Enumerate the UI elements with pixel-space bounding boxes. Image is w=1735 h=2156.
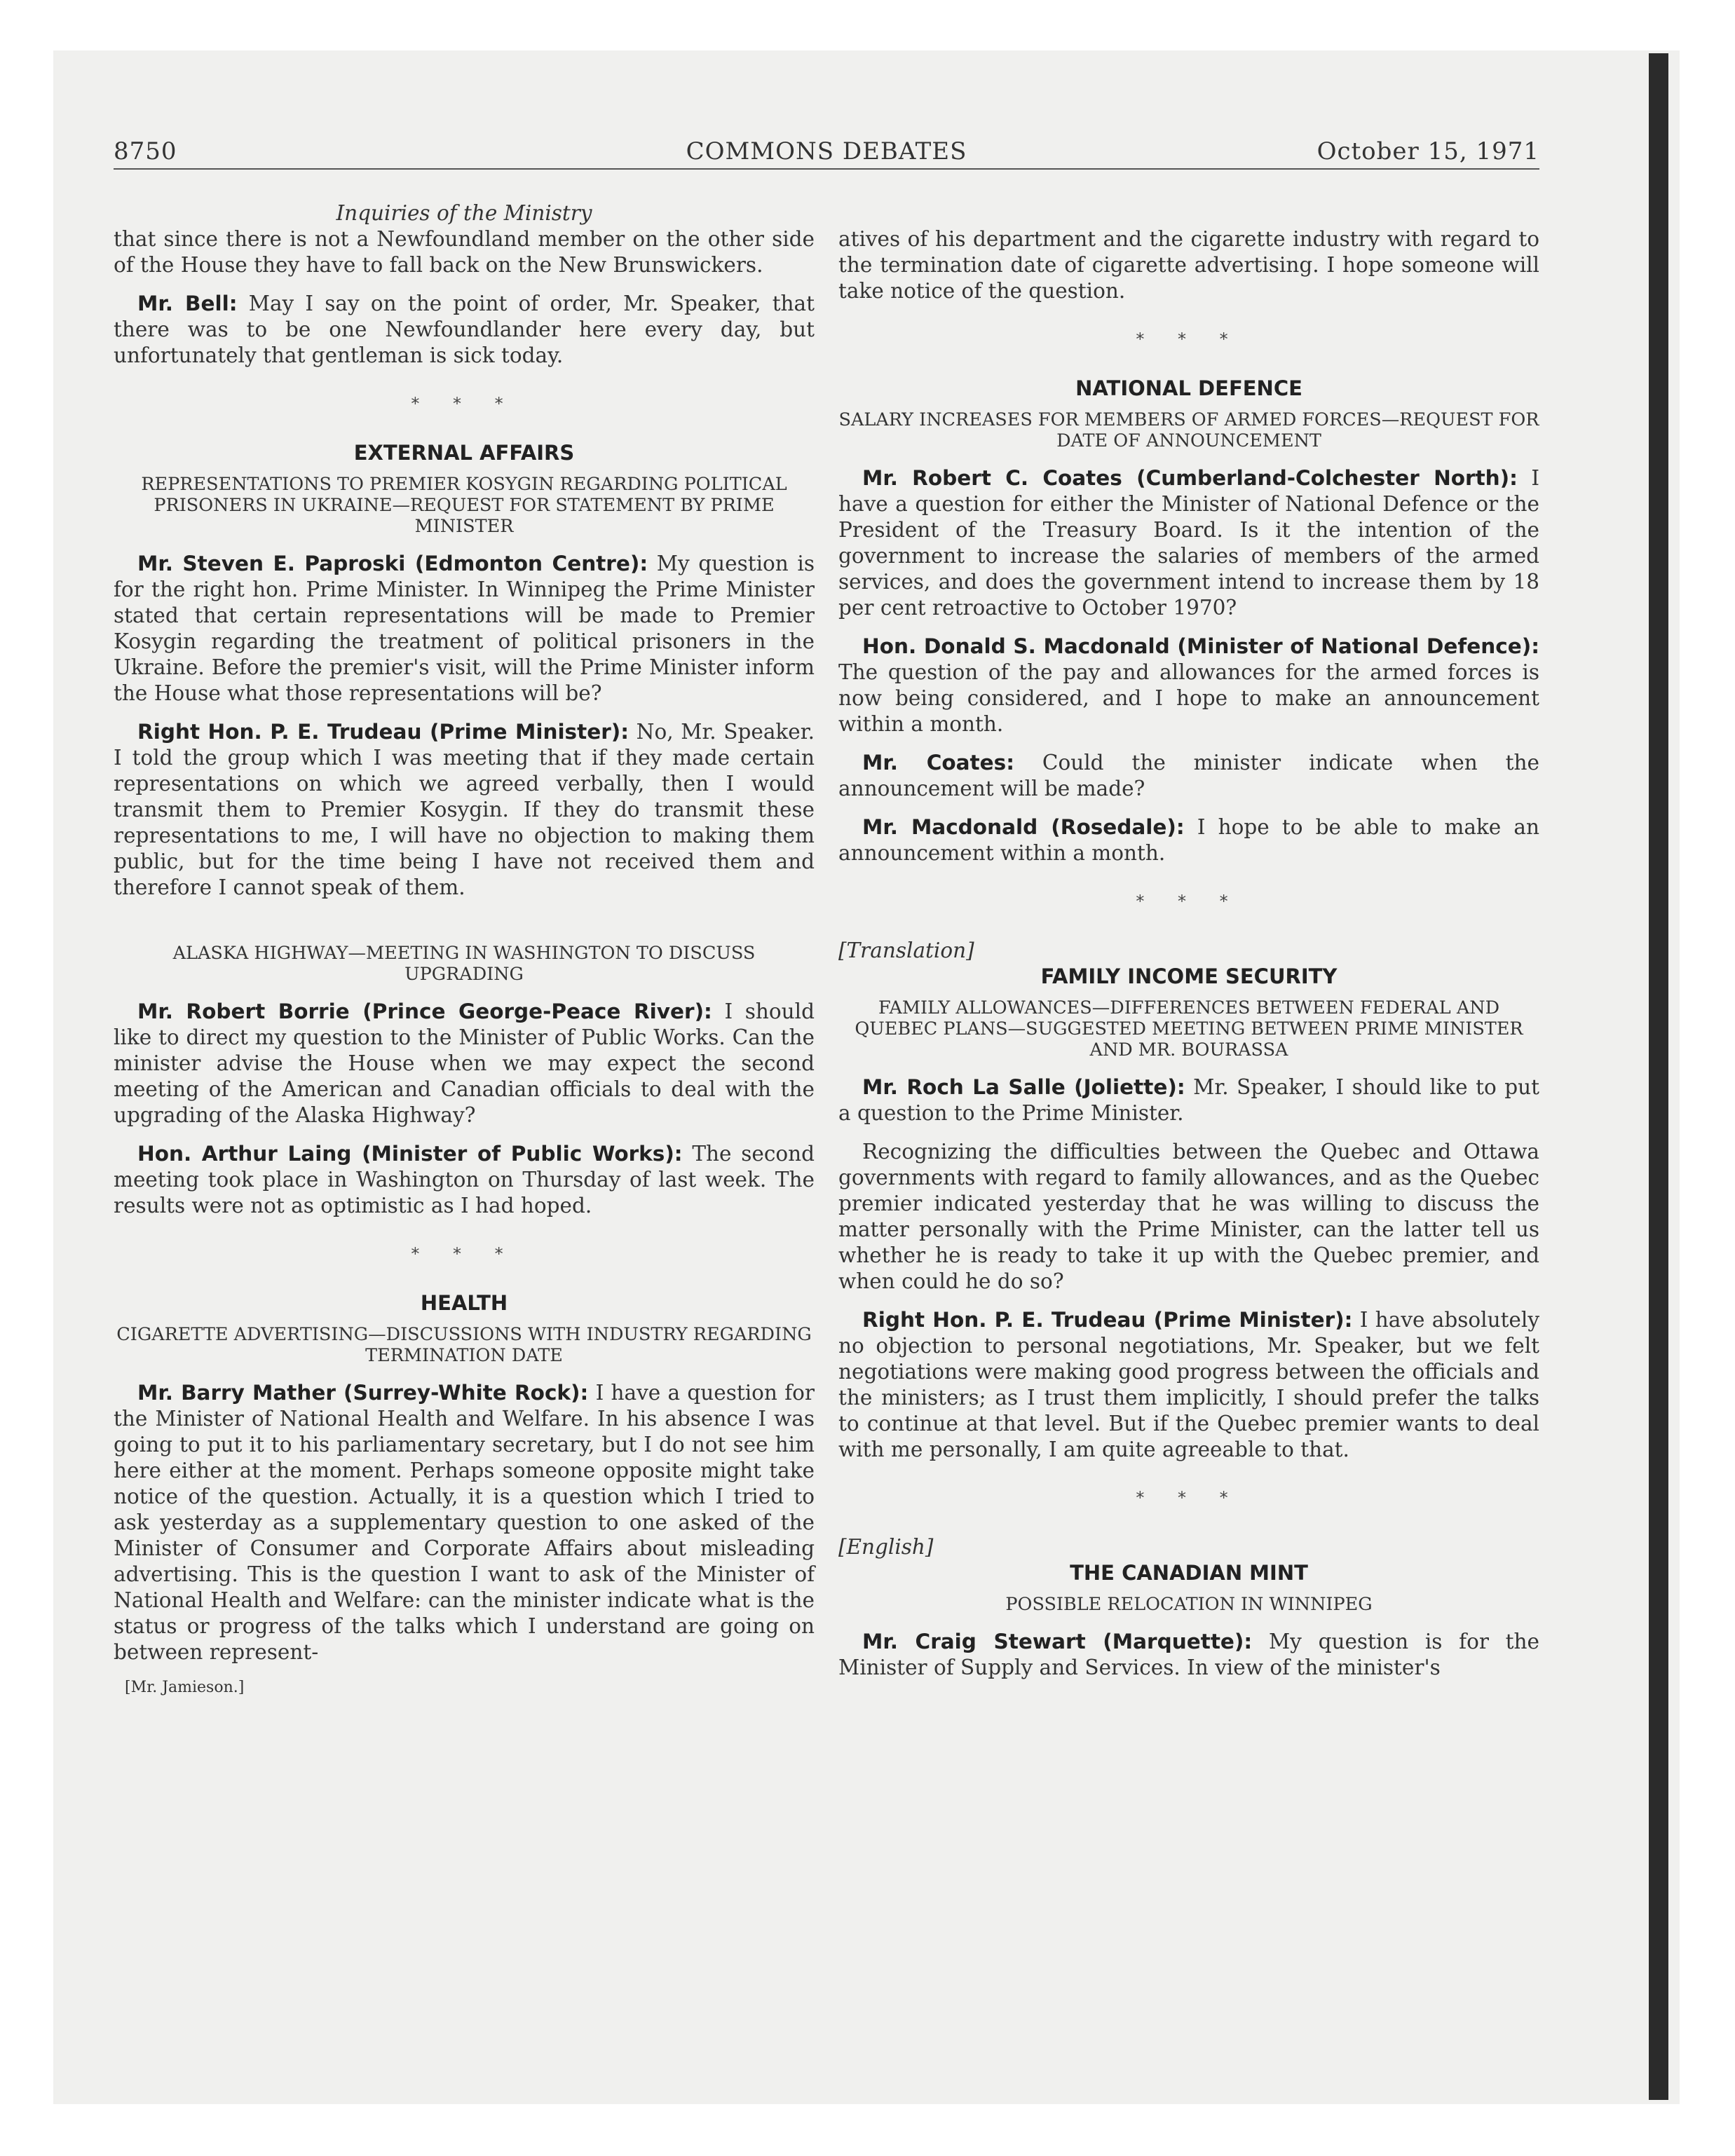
speech-text: Mr. Speaker, I should like to put a question to the Prime Minister. — [838, 1075, 1539, 1125]
right-column — [838, 200, 1539, 1693]
speech-paragraph — [838, 1629, 1539, 1681]
speaker-name: Mr. Bell: — [137, 292, 238, 315]
page-number: 8750 — [114, 137, 177, 165]
speech-text: I have absolutely no objection to personal negotiations, Mr. Speaker, but we felt negotiations were making good progress between the officials and the ministers; as I trust them implicitly, I should prefer the talks to continue at that level. But if the Quebec premier wants to deal with me personally, I am quite agreeable to that. — [838, 1308, 1539, 1461]
speaker-name: Mr. Steven E. Paproski (Edmonton Centre): — [137, 552, 648, 575]
speech-paragraph — [838, 814, 1539, 866]
section-title: THE CANADIAN MINT — [1070, 1561, 1308, 1585]
section-separator: * * * — [1136, 1488, 1242, 1508]
section-title: HEALTH — [420, 1291, 508, 1315]
speech-paragraph — [838, 465, 1539, 621]
speech-text: The question of the pay and allowances for the armed forces is now being considered, and I hope to make an announcement within a month. — [838, 660, 1539, 736]
speaker-name: Mr. Macdonald (Rosedale): — [862, 815, 1185, 839]
speech-text: I have a question for the Minister of National Health and Welfare. In his absence I was going to put it to his parliamentary secretary, but I do not see him here either at the moment. Perhaps someone opposite might take notice of the question. Actually, it is a question which I tried to ask yesterday as a supplementary question to one asked of the Minister of Consumer and Corporate Affairs about misleading advertising. This is the question I want to ask of the Minister of National Health and Welfare: can the minister indicate what is the status or progress of the talks which I understand are going on between represent- — [114, 1381, 815, 1664]
speech-text: Could the minister indicate when the announcement will be made? — [838, 751, 1539, 800]
speech-text: The second meeting took place in Washington on Thursday of last week. The results were not as optimistic as I had hoped. — [114, 1142, 815, 1217]
section-separator: * * * — [411, 1244, 517, 1264]
section-subtitle: POSSIBLE RELOCATION IN WINNIPEG — [1005, 1594, 1373, 1615]
section-separator: * * * — [411, 394, 517, 414]
speech-paragraph — [838, 1074, 1539, 1126]
section-subtitle: CIGARETTE ADVERTISING—DISCUSSIONS WITH INDUSTRY REGARDING TERMINATION DATE — [116, 1324, 812, 1366]
footer-note: [Mr. Jamieson.] — [125, 1679, 245, 1696]
paragraph: that since there is not a Newfoundland member on the other side of the House they have to fall back on the New Brunswickers. — [114, 227, 815, 277]
section-subtitle: ALASKA HIGHWAY—MEETING IN WASHINGTON TO DISCUSS UPGRADING — [172, 943, 756, 985]
speech-paragraph — [114, 1141, 815, 1219]
speaker-name: Mr. Coates: — [862, 751, 1014, 775]
section-title: NATIONAL DEFENCE — [1075, 376, 1302, 400]
speech-text: I have a question for either the Minister of National Defence or the President of the Treasury Board. Is it the intention of the government to increase the salaries of members of the armed services, and does the government intend to increase them by 18 per cent retroactive to October 1970? — [838, 466, 1539, 620]
left-column — [114, 200, 815, 1698]
speech-paragraph — [114, 719, 815, 901]
speech-text: My question is for the Minister of Supply and Services. In view of the minister's — [838, 1630, 1539, 1679]
section-subtitle: FAMILY ALLOWANCES—DIFFERENCES BETWEEN FEDERAL AND QUEBEC PLANS—SUGGESTED MEETING BETWEEN PRIME MINISTER AND MR. BOURASSA — [855, 997, 1523, 1060]
speaker-name: Hon. Arthur Laing (Minister of Public Works): — [137, 1142, 683, 1166]
speech-paragraph — [838, 750, 1539, 802]
paragraph: atives of his department and the cigarette industry with regard to the termination date of cigarette advertising. I hope someone will take notice of the question. — [838, 227, 1539, 303]
speech-text: May I say on the point of order, Mr. Speaker, that there was to be one Newfoundlander here every day, but unfortunately that gentleman is sick today. — [114, 292, 815, 367]
language-note: [English] — [838, 1535, 934, 1559]
speech-text: I hope to be able to make an announcement within a month. — [838, 815, 1539, 865]
section-separator: * * * — [1136, 892, 1242, 911]
speech-paragraph — [838, 634, 1539, 737]
journal-title: COMMONS DEBATES — [686, 137, 967, 165]
speaker-name: Mr. Robert Borrie (Prince George-Peace River): — [137, 999, 712, 1023]
speaker-name: Mr. Robert C. Coates (Cumberland-Colchester North): — [862, 466, 1518, 490]
page-header — [114, 137, 1539, 170]
speaker-name: Right Hon. P. E. Trudeau (Prime Minister): — [862, 1308, 1353, 1332]
speaker-name: Hon. Donald S. Macdonald (Minister of National Defence): — [862, 634, 1539, 658]
speech-text: No, Mr. Speaker. I told the group which I was meeting that if they made certain representations on which we agreed verbally, then I would transmit them to Premier Kosygin. If they do transmit these representations to me, I will have no objection to making them public, but for the time being I have not received them and therefore I cannot speak of them. — [114, 720, 815, 899]
section-separator: * * * — [1136, 329, 1242, 349]
speech-paragraph — [114, 291, 815, 369]
speech-text: I should like to direct my question to the Minister of Public Works. Can the minister advise the House when we may expect the second meeting of the American and Canadian officials to deal with the upgrading of the Alaska Highway? — [114, 999, 815, 1127]
speaker-name: Right Hon. P. E. Trudeau (Prime Minister): — [137, 720, 630, 744]
speech-paragraph — [114, 1380, 815, 1665]
speech-paragraph — [838, 1307, 1539, 1463]
section-subtitle: REPRESENTATIONS TO PREMIER KOSYGIN REGARDING POLITICAL PRISONERS IN UKRAINE—REQUEST FOR STATEMENT BY PRIME MINISTER — [141, 474, 787, 537]
page-date: October 15, 1971 — [1316, 137, 1539, 165]
section-subtitle: SALARY INCREASES FOR MEMBERS OF ARMED FORCES—REQUEST FOR DATE OF ANNOUNCEMENT — [838, 409, 1539, 451]
speech-paragraph — [114, 551, 815, 707]
speaker-name: Mr. Craig Stewart (Marquette): — [862, 1630, 1253, 1653]
speech-paragraph — [114, 999, 815, 1128]
speaker-name: Mr. Barry Mather (Surrey-White Rock): — [137, 1381, 589, 1405]
scan-edge-bar — [1649, 53, 1668, 2100]
section-title: EXTERNAL AFFAIRS — [353, 441, 575, 465]
speech-text: My question is for the right hon. Prime Minister. In Winnipeg the Prime Minister stated that certain representations will be made to Premier Kosygin regarding the treatment of political prisoners in the Ukraine. Before the premier's visit, will the Prime Minister inform the House what those representations will be? — [114, 552, 815, 705]
paragraph: Recognizing the difficulties between the Quebec and Ottawa governments with regard to family allowances, and as the Quebec premier indicated yesterday that he was willing to discuss the matter personally with the Prime Minister, can the latter tell us whether he is ready to take it up with the Quebec premier, and when could he do so? — [838, 1140, 1539, 1293]
speaker-name: Mr. Roch La Salle (Joliette): — [862, 1075, 1185, 1099]
language-note: [Translation] — [838, 939, 974, 962]
running-head: Inquiries of the Ministry — [336, 201, 592, 225]
section-title: FAMILY INCOME SECURITY — [1040, 964, 1338, 988]
